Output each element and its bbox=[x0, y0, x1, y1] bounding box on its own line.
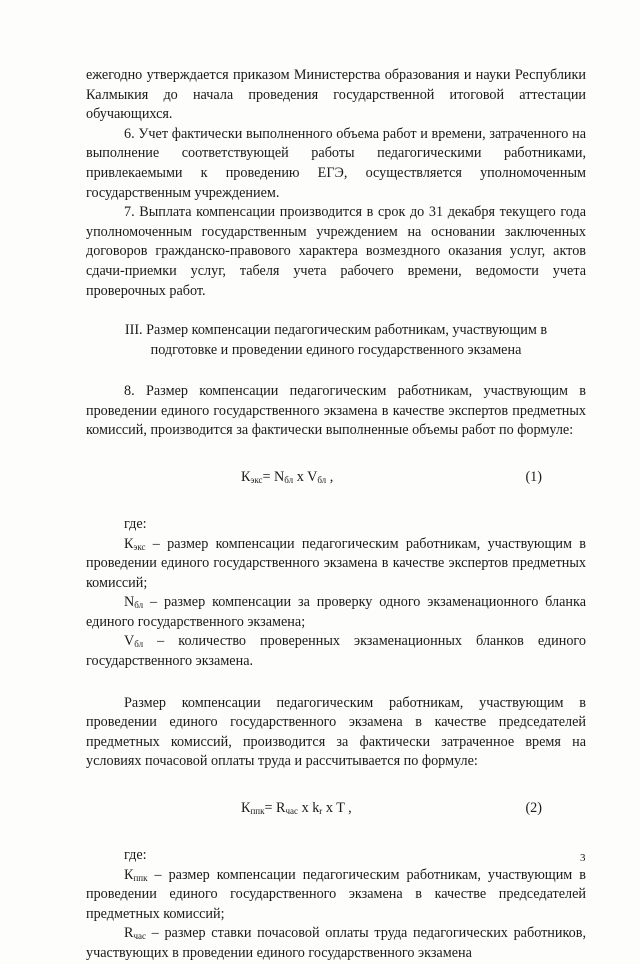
paragraph-8: 8. Размер компенсации педагогическим работникам, участвующим в проведении единого государственного экзамена в качестве экспертов предметных комиссий, производится за фактически выполненные объемы работ по формуле: bbox=[86, 383, 586, 439]
formula-2-expression: $К_{ппк}= R_{час}$ x $k_r$ x T , bbox=[241, 800, 352, 817]
section-3-heading bbox=[86, 320, 586, 360]
section-3-heading-line-1: III. Размер компенсации педагогическим работникам, участвующим в bbox=[124, 322, 548, 339]
paragraph-7: 7. Выплата компенсации производится в срок до 31 декабря текущего года уполномоченным государственным учреждением на основании заключенных договоров гражданско-правового характера возмездного оказания услуг, актов сдачи-приемки услуг, табеля учета рабочего времени, ведомости учета проверочных работ. bbox=[86, 204, 586, 299]
page-number: 3 bbox=[580, 852, 586, 864]
paragraph-chairmen: Размер компенсации педагогическим работникам, участвующим в проведении единого государственного экзамена в качестве председателей предметных комиссий, производится за фактически затраченное время на условиях почасовой оплаты труда и рассчитывается по формуле: bbox=[86, 694, 586, 770]
formula-1-number: (1) bbox=[525, 468, 542, 485]
section-3-heading-line-2: подготовке и проведении единого государственного экзамена bbox=[150, 342, 522, 359]
paragraph-6: 6. Учет фактически выполненного объема работ и времени, затраченного на выполнение соответствующей работы педагогическими работниками, привлекаемыми к проведению ЕГЭ, осуществляется уполномоченным государственным учреждением. bbox=[86, 125, 586, 201]
definition-k-ppk: $К_{ппк}$ – размер компенсации педагогическим работникам, участвующим в проведении единого государственного экзамена в качестве председателей предметных комиссий; bbox=[86, 866, 586, 922]
definition-v-bl: $V_{бл}$ – количество проверенных экзаменационных бланков единого государственного экзамена. bbox=[86, 633, 586, 670]
formula-1 bbox=[86, 468, 586, 488]
definition-n-bl: $N_{бл}$ – размер компенсации за проверку одного экзаменационного бланка единого государственного экзамена; bbox=[86, 594, 586, 630]
paragraph-intro: ежегодно утверждается приказом Министерства образования и науки Республики Калмыкия до начала проведения государственной итоговой аттестации обучающихся. bbox=[86, 67, 586, 123]
formula-2-number: (2) bbox=[525, 800, 542, 817]
definition-k-eks: $К_{экс}$ – размер компенсации педагогическим работникам, участвующим в проведении единого государственного экзамена в качестве экспертов предметных комиссий; bbox=[86, 535, 586, 591]
definition-r-chas: $R_{час}$ – размер ставки почасовой оплаты труда педагогических работников, участвующих в проведении единого государственного экзамена bbox=[86, 925, 586, 961]
where-label-2: где: bbox=[124, 847, 147, 864]
where-label-1: где: bbox=[124, 515, 147, 532]
formula-2 bbox=[86, 799, 586, 819]
document-page bbox=[86, 66, 586, 964]
formula-1-expression: $К_{экс}= N_{бл}$ x $V_{бл}$ , bbox=[241, 468, 334, 485]
